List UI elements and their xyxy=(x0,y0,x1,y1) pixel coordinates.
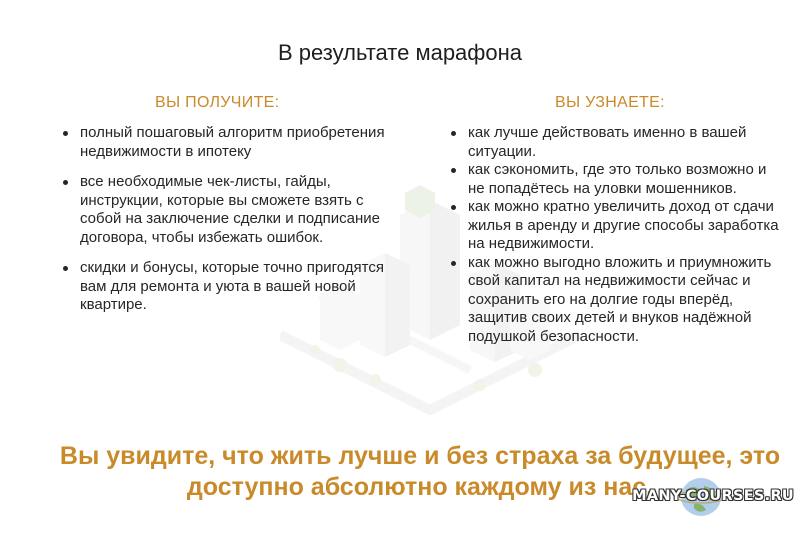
bullet-icon xyxy=(451,131,456,136)
closing-statement: Вы увидите, что жить лучше и без страха за будущее, это доступно абсолютно каждому из нас. xyxy=(59,442,781,501)
list-item-text: как сэкономить, где это только возможно и не попадётесь на уловки мошенников. xyxy=(468,161,767,197)
list-item-text: все необходимые чек-листы, гайды, инструкции, которые вы сможете взять с собой на заключение сделки и подписание договора, чтобы избежать ошибок. xyxy=(80,173,380,246)
right-learnings-list xyxy=(451,124,781,346)
bullet-icon xyxy=(451,205,456,210)
bullet-icon xyxy=(63,131,68,136)
list-item-text: как можно выгодно вложить и приумножить свой капитал на недвижимости сейчас и сохранить его на долгие годы вперёд, защитив своих детей и внуков надёжной подушкой безопасности. xyxy=(468,253,772,345)
bullet-icon xyxy=(63,180,68,185)
bullet-icon xyxy=(451,261,456,266)
list-item-text: как можно кратно увеличить доход от сдачи жилья в аренду и другие способы заработка на недвижимости. xyxy=(468,198,779,252)
bullet-icon xyxy=(63,266,68,271)
page-title: В результате марафона xyxy=(277,40,523,65)
list-item xyxy=(63,124,393,161)
list-item xyxy=(451,124,781,161)
list-item-text: полный пошаговый алгоритм приобретения недвижимости в ипотеку xyxy=(80,124,385,160)
list-item xyxy=(451,198,781,254)
left-column-heading: ВЫ ПОЛУЧИТЕ: xyxy=(155,94,280,111)
list-item-text: скидки и бонусы, которые точно пригодятся вам для ремонта и уюта в вашей новой квартире. xyxy=(80,259,384,313)
watermark xyxy=(632,488,794,504)
list-item-text: как лучше действовать именно в вашей ситуации. xyxy=(468,124,747,160)
bullet-icon xyxy=(451,168,456,173)
watermark-text: MANY-COURSES.RU xyxy=(632,488,794,504)
list-item xyxy=(63,173,393,247)
list-item xyxy=(63,259,393,315)
list-item xyxy=(451,254,781,347)
list-item xyxy=(451,161,781,198)
right-column-heading: ВЫ УЗНАЕТЕ: xyxy=(555,94,665,111)
left-benefits-list xyxy=(63,124,393,327)
